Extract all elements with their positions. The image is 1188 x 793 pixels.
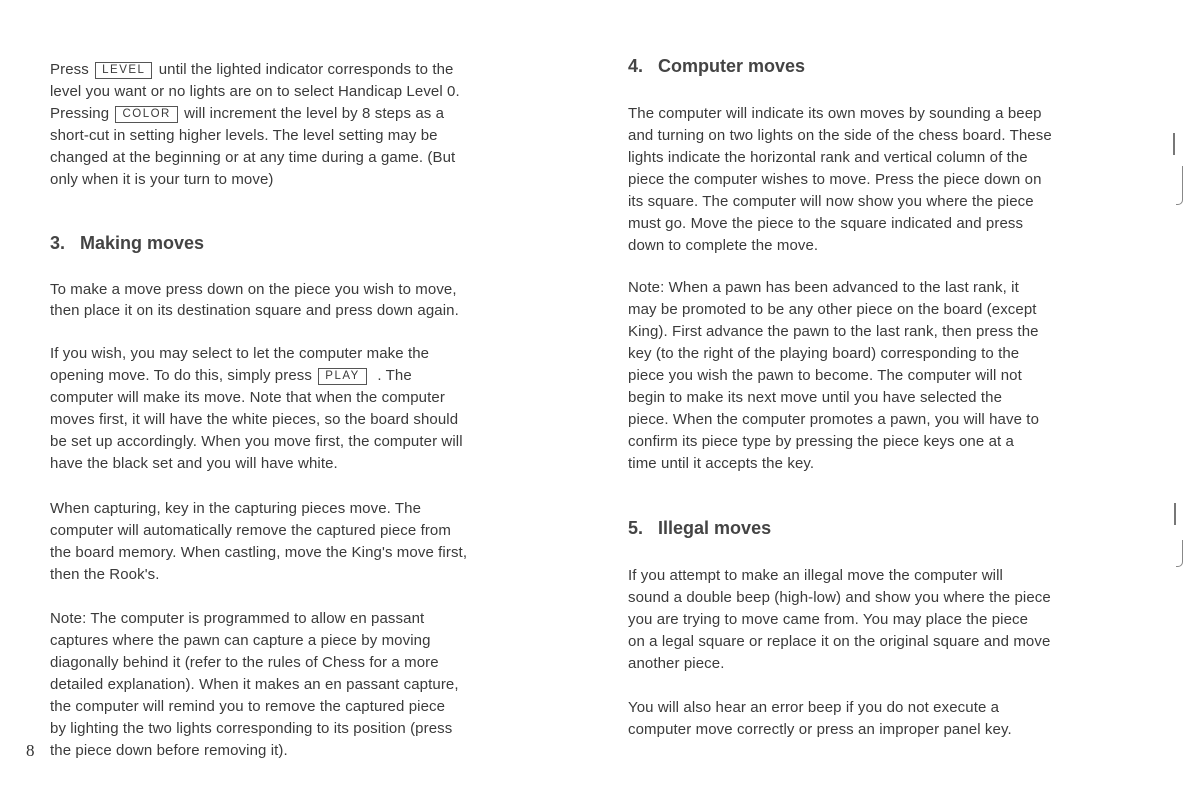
illegal-moves-line-3: you are trying to move came from. You may place the piece (628, 611, 1029, 628)
promotion-note-line-8: confirm its piece type by pressing the piece keys one at a (628, 433, 1014, 450)
page-number: 8 (26, 741, 35, 760)
capturing-line-1: When capturing, key in the capturing pieces move. The (50, 500, 422, 517)
computer-moves-line-7: down to complete the move. (628, 237, 819, 254)
promotion-note-line-1: Note: When a pawn has been advanced to the last rank, it (628, 279, 1019, 296)
level-paragraph-line-2: level you want or no lights are on to select Handicap Level 0. (50, 83, 460, 100)
promotion-note-line-2: may be promoted to be any other piece on the board (except (628, 301, 1037, 318)
illegal-moves-line-1: If you attempt to make an illegal move the computer will (628, 567, 1003, 584)
en-passant-line-2: captures where the pawn can capture a piece by moving (50, 632, 431, 649)
en-passant-line-6: by lighting the two lights corresponding to its position (press (50, 720, 453, 737)
promotion-note-line-3: King). First advance the pawn to the last rank, then press the (628, 323, 1039, 340)
promotion-note-line-6: begin to make its next move until you have selected the (628, 389, 1003, 406)
computer-moves-line-2: and turning on two lights on the side of the chess board. These (628, 127, 1052, 144)
section-number: 3. (50, 233, 66, 253)
promotion-note-line-9: time until it accepts the key. (628, 455, 815, 472)
text: Press (50, 61, 89, 78)
capturing-line-2: computer will automatically remove the captured piece from (50, 522, 451, 539)
illegal-moves-line-4: on a legal square or replace it on the original square and move (628, 633, 1051, 650)
capturing-line-4: then the Rook's. (50, 566, 160, 583)
level-paragraph-line-6: only when it is your turn to move) (50, 171, 274, 188)
section-number: 5. (628, 518, 644, 538)
level-paragraph-line-3 (50, 103, 444, 125)
illegal-moves-line-2: sound a double beep (high-low) and show you where the piece (628, 589, 1051, 606)
opening-move-line-2 (50, 365, 412, 387)
section-4-heading (628, 56, 805, 77)
level-paragraph-line-4: short-cut in setting higher levels. The level setting may be (50, 127, 438, 144)
section-title: Illegal moves (658, 518, 772, 538)
text: . The (377, 367, 412, 384)
binding-mark (1173, 133, 1175, 155)
binding-mark (1176, 166, 1183, 205)
computer-moves-line-6: must go. Move the piece to the square indicated and press (628, 215, 1024, 232)
en-passant-line-3: diagonally behind it (refer to the rules of Chess for a more (50, 654, 439, 671)
opening-move-line-1: If you wish, you may select to let the computer make the (50, 345, 430, 362)
section-3-heading (50, 233, 204, 254)
illegal-moves-line-5: another piece. (628, 655, 725, 672)
text: until the lighted indicator corresponds to the (158, 61, 454, 78)
level-key: LEVEL (95, 62, 152, 79)
opening-move-line-4: moves first, it will have the white pieces, so the board should (50, 411, 459, 428)
section-number: 4. (628, 56, 644, 76)
text: opening move. To do this, simply press (50, 367, 312, 384)
promotion-note-line-7: piece. When the computer promotes a pawn, you will have to (628, 411, 1040, 428)
en-passant-line-7: the piece down before removing it). (50, 742, 288, 759)
computer-moves-line-1: The computer will indicate its own moves by sounding a beep (628, 105, 1042, 122)
error-beep-line-2: computer move correctly or press an improper panel key. (628, 721, 1012, 738)
section-5-heading (628, 518, 771, 539)
capturing-line-3: the board memory. When castling, move the King's move first, (50, 544, 468, 561)
en-passant-line-1: Note: The computer is programmed to allow en passant (50, 610, 425, 627)
making-moves-line-2: then place it on its destination square and press down again. (50, 302, 459, 319)
error-beep-line-1: You will also hear an error beep if you do not execute a (628, 699, 1000, 716)
binding-mark (1174, 503, 1176, 525)
level-paragraph-line-5: changed at the beginning or at any time during a game. (But (50, 149, 456, 166)
opening-move-line-3: computer will make its move. Note that when the computer (50, 389, 445, 406)
computer-moves-line-5: its square. The computer will now show you where the piece (628, 193, 1034, 210)
en-passant-line-5: the computer will remind you to remove the captured piece (50, 698, 446, 715)
opening-move-line-6: have the black set and you will have white. (50, 455, 338, 472)
promotion-note-line-5: piece you wish the pawn to become. The computer will not (628, 367, 1022, 384)
play-key: PLAY (318, 368, 367, 385)
binding-mark (1176, 540, 1183, 567)
making-moves-line-1: To make a move press down on the piece you wish to move, (50, 281, 457, 298)
en-passant-line-4: detailed explanation). When it makes an en passant capture, (50, 676, 459, 693)
color-key: COLOR (115, 106, 177, 123)
section-title: Computer moves (658, 56, 806, 76)
computer-moves-line-3: lights indicate the horizontal rank and vertical column of the (628, 149, 1028, 166)
opening-move-line-5: be set up accordingly. When you move first, the computer will (50, 433, 463, 450)
text: will increment the level by 8 steps as a (184, 105, 445, 122)
promotion-note-line-4: key (to the right of the playing board) corresponding to the (628, 345, 1020, 362)
section-title: Making moves (80, 233, 205, 253)
level-paragraph-line-1 (50, 59, 454, 81)
computer-moves-line-4: piece the computer wishes to move. Press the piece down on (628, 171, 1042, 188)
text: Pressing (50, 105, 110, 122)
